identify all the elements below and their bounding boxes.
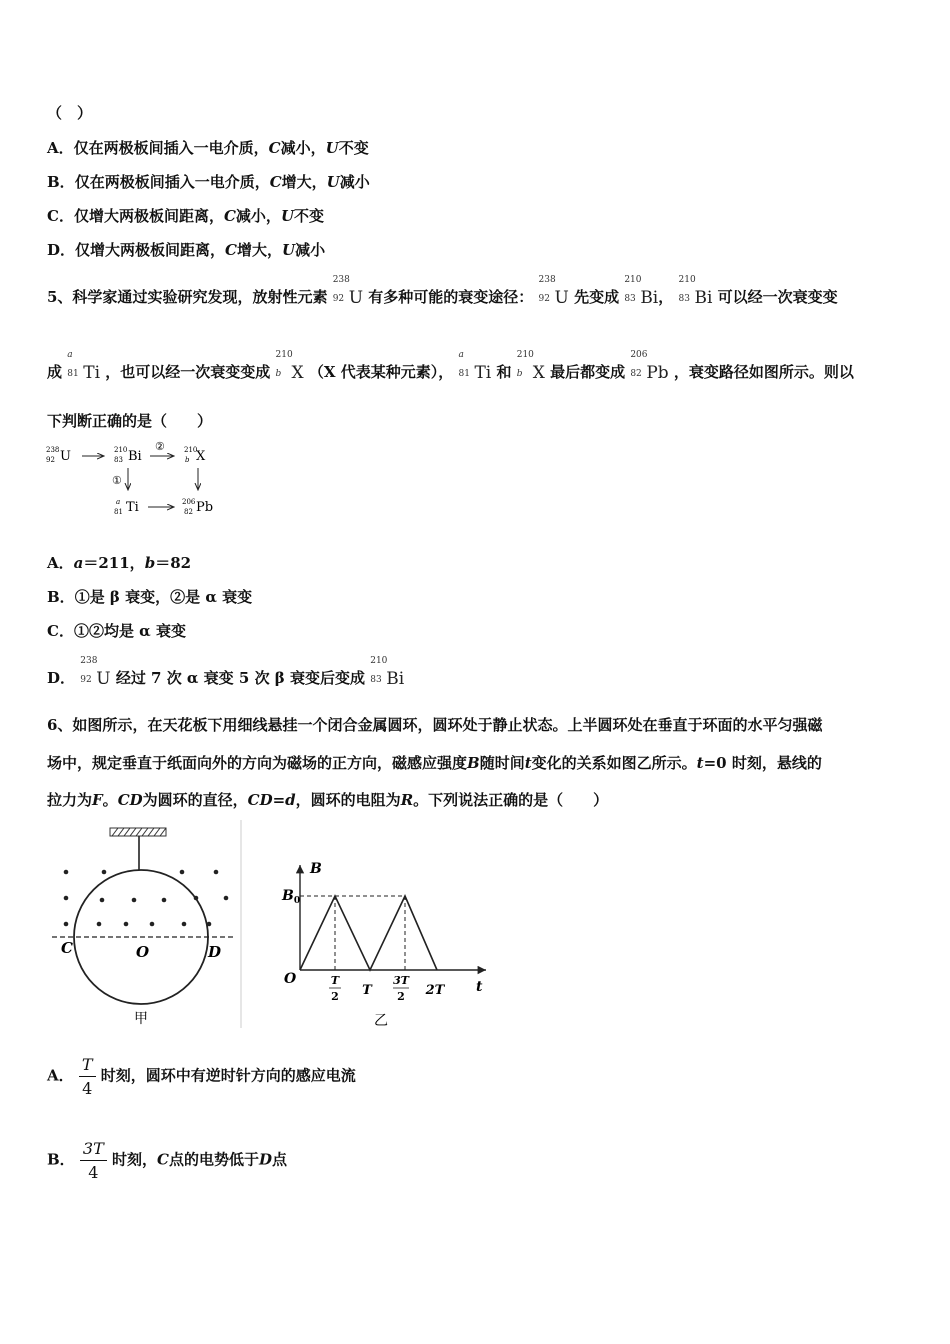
svg-text:T: T [362,983,372,998]
q4-paren: （ ） [47,104,93,122]
q6-option-a: A． $\frac{T}{4}$ 时刻，圆环中有逆时针方向的感应电流 [47,1055,356,1098]
svg-text:X: X [196,449,206,464]
svg-text:b: b [185,456,190,464]
diagram-node-bi [114,446,142,464]
svg-text:92: 92 [46,456,55,464]
q6-stem-line1: 6、如图所示，在天花板下用细线悬挂一个闭合金属圆环，圆环处于静止状态。上半圆环处在垂直于环面的水平匀强磁 [47,716,823,734]
svg-text:Pb: Pb [196,500,214,515]
q5-option-a: A．a＝211，b＝82 [47,554,192,572]
nuclide-pb206: 206 82 Pb [630,350,669,383]
q4-option-c: C．仅增大两极板间距离，C减小，U不变 [47,207,325,225]
svg-text:210: 210 [184,446,198,454]
diagram-step2-label: ② [155,440,165,453]
nuclide-x: 210 b X [516,350,545,383]
q5-stem-line1: 5、科学家通过实验研究发现，放射性元素 238 92 U 有多种可能的衰变途径： 238 92 U 先变成 210 83 Bi， 210 83 Bi 可以经一次衰变变 [47,275,838,308]
q5-stem-line3: 下判断正确的是（ ） [47,412,213,430]
svg-text:83: 83 [114,456,123,464]
svg-text:238: 238 [46,446,60,454]
q4-option-d: D．仅增大两极板间距离，C增大，U减小 [47,241,326,259]
diagram-node-u [46,446,71,464]
q4-option-a: A．仅在两极板间插入一电介质，C减小，U不变 [47,139,369,157]
svg-text:D: D [208,943,222,961]
nuclide-ti: a 81 Ti [67,350,101,383]
svg-text:Ti: Ti [126,500,139,515]
q4-option-b: B．仅在两极板间插入一电介质，C增大，U减小 [47,173,370,191]
nuclide-bi210: 210 83 Bi [624,275,659,308]
diagram-node-pb [182,498,213,516]
decay-path-diagram [42,440,232,525]
svg-text:B0: $B_0$ [282,888,301,906]
svg-text:B: B [310,861,322,877]
nuclide-u238: 238 92 U [80,656,111,689]
svg-text:2: 2 [331,990,339,1003]
svg-text:a: a [116,498,121,506]
svg-text:乙: 乙 [374,1013,388,1029]
diagram-step1-label: ① [112,474,122,487]
q6-stem-line3: 拉力为F。CD为圆环的直径，CD=d，圆环的电阻为R。下列说法正确的是（ ） [47,791,609,809]
q5-option-b: B．①是 β 衰变，②是 α 衰变 [47,588,253,606]
nuclide-u238: 238 92 U [332,275,364,308]
nuclide-bi210: 210 83 Bi [370,656,405,689]
svg-text:Bi: Bi [128,449,142,464]
q6-option-b: B． $\frac{3T}{4}$ 时刻，C点的电势低于D点 [47,1139,288,1182]
nuclide-u238: 238 92 U [538,275,569,308]
fraction-t-over-4: $\frac{T}{4}$ [79,1055,96,1098]
q5-option-d: D． 238 92 U 经过 7 次 α 衰变 5 次 β 衰变后变成 210 83 Bi [47,656,405,689]
fraction-3t-over-4: $\frac{3T}{4}$ [80,1139,107,1182]
figure-jia-ring [44,820,244,1030]
svg-text:81: 81 [114,508,123,516]
nuclide-x: 210 b X [275,350,304,383]
svg-text:82: 82 [184,508,193,516]
nuclide-ti: a 81 Ti [458,350,492,383]
svg-text:甲: 甲 [134,1011,148,1027]
q5-option-c: C．①②均是 α 衰变 [47,622,186,640]
svg-text:U: U [60,449,71,464]
svg-text:O: O [136,943,150,961]
diagram-node-ti [114,498,139,516]
svg-text:2T: 2T [425,983,445,998]
svg-text:210: 210 [114,446,128,454]
nuclide-bi210: 210 83 Bi [678,275,713,308]
svg-text:t: t [476,979,483,995]
svg-text:O: O [284,971,297,987]
svg-text:206: 206 [182,498,196,506]
svg-text:C: C [61,939,73,957]
svg-text:2: 2 [397,990,405,1003]
svg-text:3T: 3T [393,974,409,987]
figure-yi-graph [272,855,502,1035]
q6-stem-line2: 场中，规定垂直于纸面向外的方向为磁场的正方向，磁感应强度B随时间t变化的关系如图乙所示。t=0 时刻，悬线的 [47,754,822,772]
svg-text:T: T [330,974,340,987]
diagram-node-x [184,446,206,464]
q5-stem-line2: 成 a 81 Ti ，也可以经一次衰变变成 210 b X （X 代表某种元素）， a 81 Ti 和 210 b X 最后都变成 206 82 Pb ，衰变路径如图所示。则以 [47,350,854,383]
